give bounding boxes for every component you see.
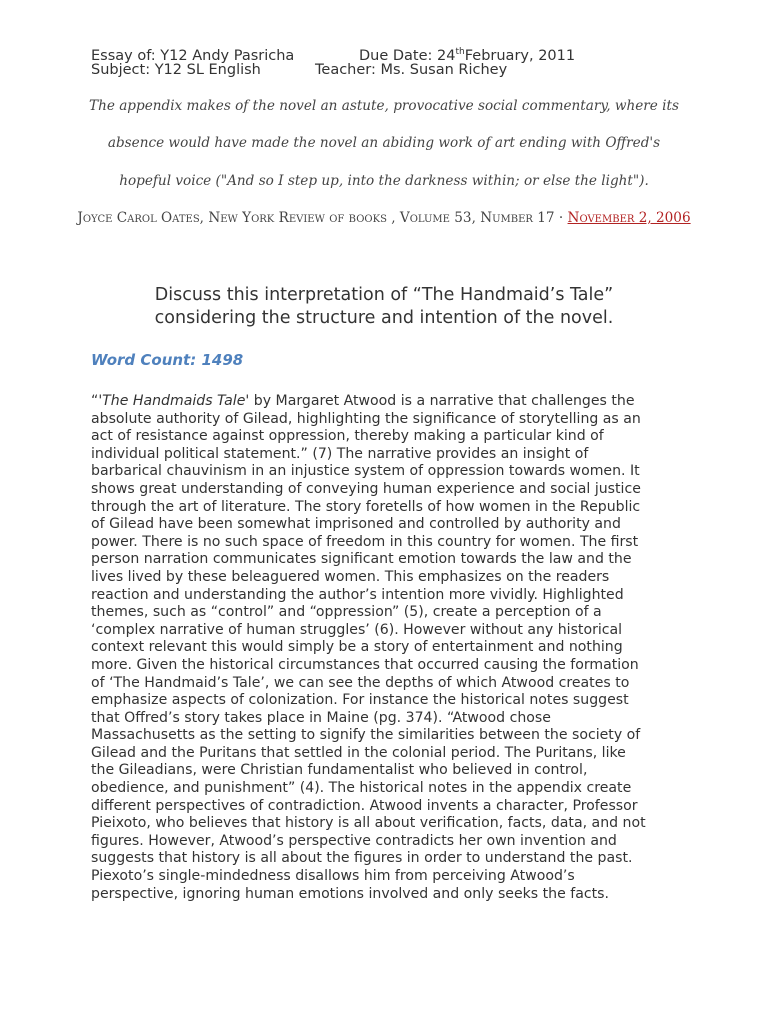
body-line: suggests that history is all about the figures in order to understand the past.	[91, 850, 633, 867]
body-line: power. There is no such space of freedom in this country for women. The first	[91, 533, 639, 550]
essay-body	[91, 393, 681, 903]
body-line: emphasize aspects of colonization. For instance the historical notes suggest	[91, 692, 629, 709]
body-line: shows great understanding of conveying human experience and social justice	[91, 480, 641, 497]
body-line: lives lived by these beleaguered women. This emphasizes on the readers	[91, 568, 610, 585]
first-line-rest: by Margaret Atwood is a narrative that challenges the	[249, 393, 635, 409]
epigraph-line-1: The appendix makes of the novel an astute, provocative social commentary, where its	[89, 98, 679, 114]
epigraph-line-2: absence would have made the novel an abiding work of art ending with Offred's	[107, 135, 661, 151]
essay-title-line-1: Discuss this interpretation of “The Handmaid’s Tale”	[154, 285, 614, 305]
body-line: themes, such as “control” and “oppression” (5), create a perception of a	[91, 604, 602, 621]
due-date-prefix: Due Date: 24	[359, 47, 456, 64]
body-line: of Gilead have been somewhat imprisoned and controlled by authority and	[91, 516, 621, 533]
body-line: of ‘The Handmaid’s Tale’, we can see the depths of which Atwood creates to	[91, 674, 630, 691]
body-line: context relevant this would simply be a story of entertainment and nothing	[91, 639, 623, 656]
body-line: perspective, ignoring human emotions involved and only seeks the facts.	[91, 885, 609, 902]
citation-date-link[interactable]: November 2, 2006	[567, 210, 691, 226]
body-line: absolute authority of Gilead, highlighting the significance of storytelling as an	[91, 410, 641, 427]
epigraph-citation	[40, 210, 728, 226]
subject: Subject: Y12 SL English	[91, 62, 261, 78]
body-line: obedience, and punishment” (4). The historical notes in the appendix create	[91, 780, 632, 797]
essay-title-line-2: considering the structure and intention of the novel.	[154, 308, 614, 328]
body-line	[91, 393, 681, 411]
body-line: that Offred’s story takes place in Maine (pg. 374). “Atwood chose	[91, 709, 551, 726]
word-count: Word Count: 1498	[91, 351, 244, 369]
body-line: act of resistance against oppression, thereby making a particular kind of	[91, 428, 604, 445]
body-line: the Gileadians, were Christian fundamentalist who believed in control,	[91, 762, 588, 779]
essay-of: Essay of: Y12 Andy Pasricha	[91, 47, 295, 64]
body-line: individual political statement.” (7) The narrative provides an insight of	[91, 445, 589, 462]
body-line: different perspectives of contradiction. Atwood invents a character, Professor	[91, 797, 638, 814]
teacher: Teacher: Ms. Susan Richey	[315, 62, 508, 78]
body-line: barbarical chauvinism in an injustice system of oppression towards women. It	[91, 463, 640, 480]
epigraph-line-3: hopeful voice ("And so I step up, into the darkness within; or else the light").	[119, 173, 649, 189]
book-title: 'The Handmaids Tale'	[98, 393, 250, 409]
header-row-2	[91, 61, 507, 79]
open-quote: “	[91, 393, 99, 409]
body-line: person narration communicates significant emotion towards the law and the	[91, 551, 632, 568]
body-line: figures. However, Atwood’s perspective contradicts her own invention and	[91, 832, 617, 849]
due-date-suffix: February, 2011	[464, 47, 576, 64]
body-line: Piexoto’s single-mindedness disallows him from perceiving Atwood’s	[91, 868, 575, 885]
body-line: more. Given the historical circumstances that occurred causing the formation	[91, 656, 639, 673]
body-line: reaction and understanding the author’s intention more vividly. Highlighted	[91, 586, 624, 603]
body-line: ‘complex narrative of human struggles’ (6). However without any historical	[91, 621, 623, 638]
citation-text: Joyce Carol Oates, New York Review of books , Volume 53, Number 17 ·	[77, 210, 568, 226]
body-line: Gilead and the Puritans that settled in the colonial period. The Puritans, like	[91, 744, 626, 761]
body-line: Pieixoto, who believes that history is all about verification, facts, data, and not	[91, 815, 646, 832]
body-line: through the art of literature. The story foretells of how women in the Republic	[91, 498, 641, 515]
body-line: Massachusetts as the setting to signify the similarities between the society of	[91, 727, 641, 744]
due-date-sup: th	[455, 47, 465, 57]
